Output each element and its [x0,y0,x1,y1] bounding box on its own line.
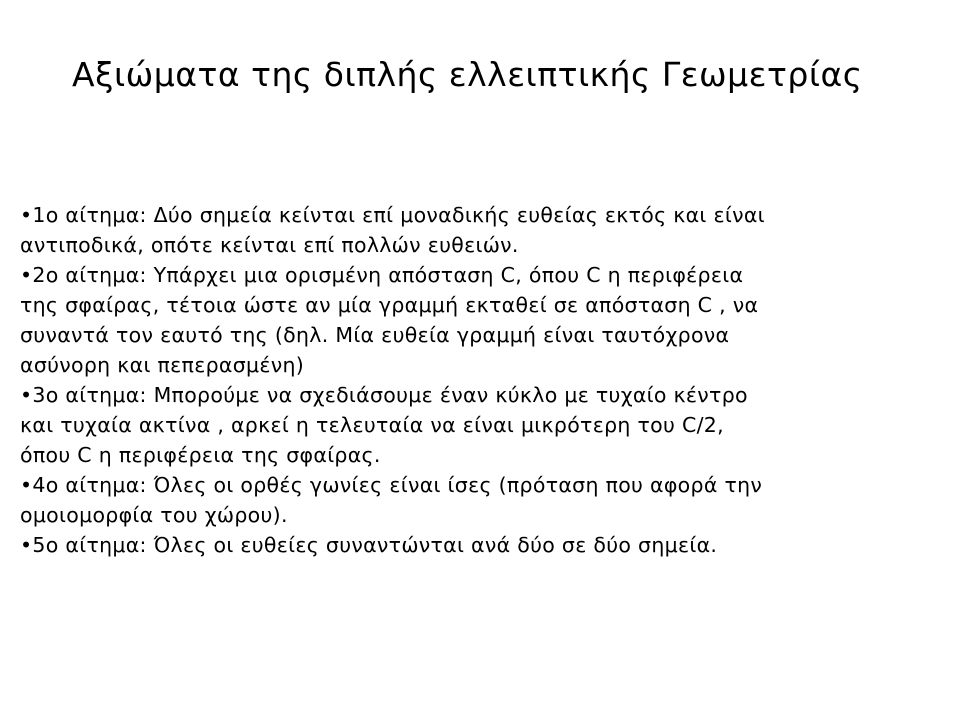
axiom-line [20,470,940,500]
axiom-line: και τυχαία ακτίνα , αρκεί η τελευταία να είναι μικρότερη του C/2, [20,413,724,437]
bullet-icon: • [20,533,33,557]
axiom-line [20,380,940,410]
axiom-item-1 [20,200,940,260]
axiom-line [20,260,940,290]
bullet-icon: • [20,263,33,287]
axiom-line [20,530,940,560]
axiom-text: 2ο αίτημα: Υπάρχει μια ορισμένη απόσταση C, όπου C η περιφέρεια [32,263,744,287]
axiom-line: ομοιομορφία του χώρου). [20,503,288,527]
axiom-list [20,200,940,560]
bullet-icon: • [20,383,33,407]
axiom-line: αντιποδικά, οπότε κείνται επί πολλών ευθειών. [20,233,519,257]
axiom-line: συναντά τον εαυτό της (δηλ. Μία ευθεία γραμμή είναι ταυτόχρονα [20,323,730,347]
axiom-item-2 [20,260,940,380]
bullet-icon: • [20,473,33,497]
axiom-text: 3ο αίτημα: Μπορούμε να σχεδιάσουμε έναν κύκλο με τυχαίο κέντρο [32,383,748,407]
axiom-text: 4ο αίτημα: Όλες οι ορθές γωνίες είναι ίσες (πρόταση που αφορά την [32,473,763,497]
axiom-line [20,200,940,230]
axiom-item-5 [20,530,940,560]
slide-title: Αξιώματα της διπλής ελλειπτικής Γεωμετρίας [72,55,863,94]
axiom-text: 5ο αίτημα: Όλες οι ευθείες συναντώνται ανά δύο σε δύο σημεία. [32,533,718,557]
axiom-item-4 [20,470,940,530]
axiom-item-3 [20,380,940,470]
axiom-text: 1ο αίτημα: Δύο σημεία κείνται επί μοναδικής ευθείας εκτός και είναι [32,203,765,227]
axiom-line: της σφαίρας, τέτοια ώστε αν μία γραμμή εκταθεί σε απόσταση C , να [20,293,759,317]
axiom-line: όπου C η περιφέρεια της σφαίρας. [20,443,381,467]
axiom-line: ασύνορη και πεπερασμένη) [20,353,305,377]
bullet-icon: • [20,203,33,227]
